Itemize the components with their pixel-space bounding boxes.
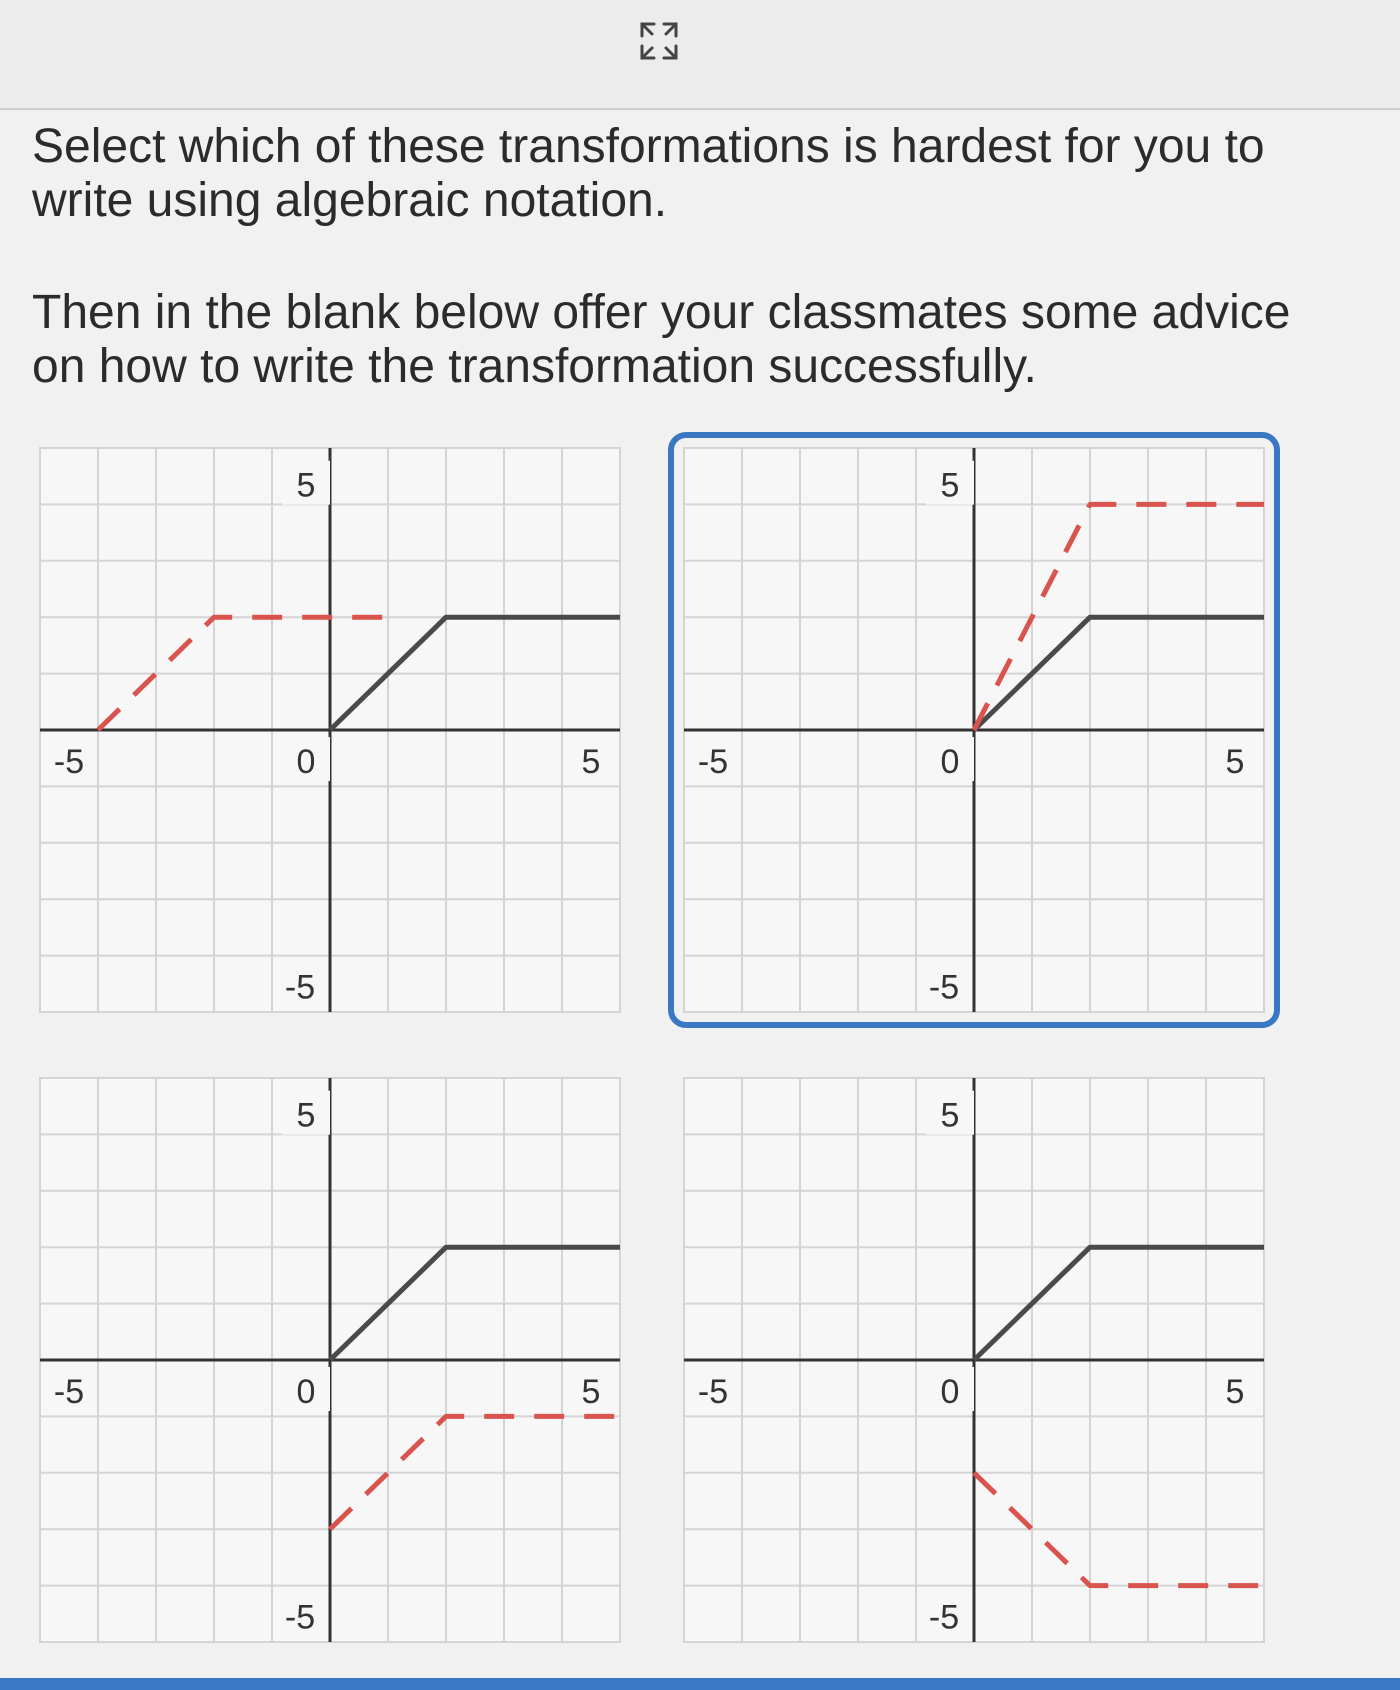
x-min-label: -5 [697,743,729,782]
x-max-label: 5 [1225,1373,1245,1412]
option-graph-4[interactable] [676,1070,1272,1650]
x-min-label: -5 [697,1373,729,1412]
graph-svg [32,440,628,1020]
graph-svg [676,440,1272,1020]
graph-svg [32,1070,628,1650]
option-graph-3[interactable] [32,1070,628,1650]
y-min-label: -5 [284,968,316,1007]
y-min-label: -5 [928,968,960,1007]
origin-label: 0 [940,1373,960,1412]
expand-arrows-icon[interactable] [636,18,682,64]
x-max-label: 5 [581,743,601,782]
x-min-label: -5 [53,1373,85,1412]
y-min-label: -5 [284,1598,316,1637]
origin-label: 0 [296,743,316,782]
question-advice-instruction: Then in the blank below offer your classmates some advice on how to write the transformation successfully. [32,286,1291,393]
y-max-label: 5 [296,1096,316,1135]
question-instruction: Select which of these transformations is hardest for you to write using algebraic notation. [32,120,1265,227]
origin-label: 0 [940,743,960,782]
x-max-label: 5 [581,1373,601,1412]
y-max-label: 5 [940,1096,960,1135]
option-graph-1[interactable] [32,440,628,1020]
x-max-label: 5 [1225,743,1245,782]
x-min-label: -5 [53,743,85,782]
option-graph-2[interactable] [676,440,1272,1020]
y-max-label: 5 [940,466,960,505]
graph-svg [676,1070,1272,1650]
y-max-label: 5 [296,466,316,505]
top-toolbar [0,0,1400,110]
bottom-accent-bar [0,1678,1400,1690]
origin-label: 0 [296,1373,316,1412]
y-min-label: -5 [928,1598,960,1637]
